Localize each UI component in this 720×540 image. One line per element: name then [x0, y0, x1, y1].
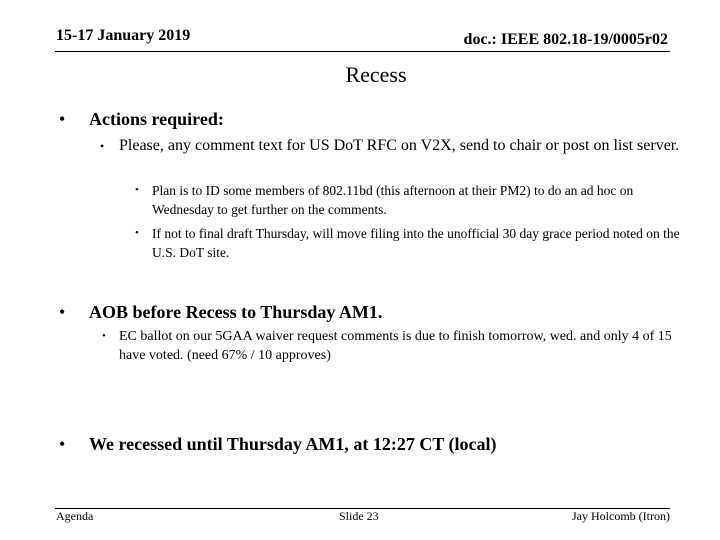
bullet-dot: •: [135, 227, 139, 239]
bullet-text: Actions required:: [89, 109, 224, 129]
bullet-comment-text: [100, 136, 684, 156]
bullet-dot: •: [59, 434, 66, 454]
bullet-dot: •: [135, 184, 139, 196]
bullet-text: Please, any comment text for US DoT RFC on V2X, send to chair or post on list server.: [119, 137, 680, 154]
bullet-dot: •: [59, 302, 66, 322]
footer-slide-number: Slide 23: [339, 509, 379, 523]
slide-title: Recess: [345, 62, 407, 87]
bullet-text: We recessed until Thursday AM1, at 12:27 CT (local): [89, 434, 497, 454]
bullet-text: AOB before Recess to Thursday AM1.: [89, 302, 383, 322]
footer-author: Jay Holcomb (Itron): [572, 509, 670, 523]
header-rule: [55, 51, 670, 52]
bullet-recessed: [59, 433, 709, 455]
bullet-final-draft: [135, 224, 692, 262]
bullet-dot: •: [100, 139, 105, 153]
header-doc-id: doc.: IEEE 802.18-19/0005r02: [463, 31, 668, 48]
bullet-plan-adhoc: [135, 181, 692, 219]
bullet-ec-ballot: [102, 327, 679, 365]
bullet-text: Plan is to ID some members of 802.11bd (this afternoon at their PM2) to do an ad hoc on Wednesday to get further on the comments.: [152, 183, 634, 217]
footer-agenda: Agenda: [56, 509, 94, 523]
bullet-dot: •: [59, 109, 66, 129]
bullet-text: If not to final draft Thursday, will move filing into the unofficial 30 day grace period noted on the U.S. DoT site.: [152, 226, 680, 260]
header-date: 15-17 January 2019: [56, 27, 191, 44]
bullet-aob: [59, 301, 689, 323]
bullet-actions-required: [59, 108, 689, 130]
bullet-dot: •: [102, 330, 106, 342]
bullet-text: EC ballot on our 5GAA waiver request comments is due to finish tomorrow, wed. and only 4 of 15 have voted. (need 67% / 10 approves): [119, 329, 672, 363]
